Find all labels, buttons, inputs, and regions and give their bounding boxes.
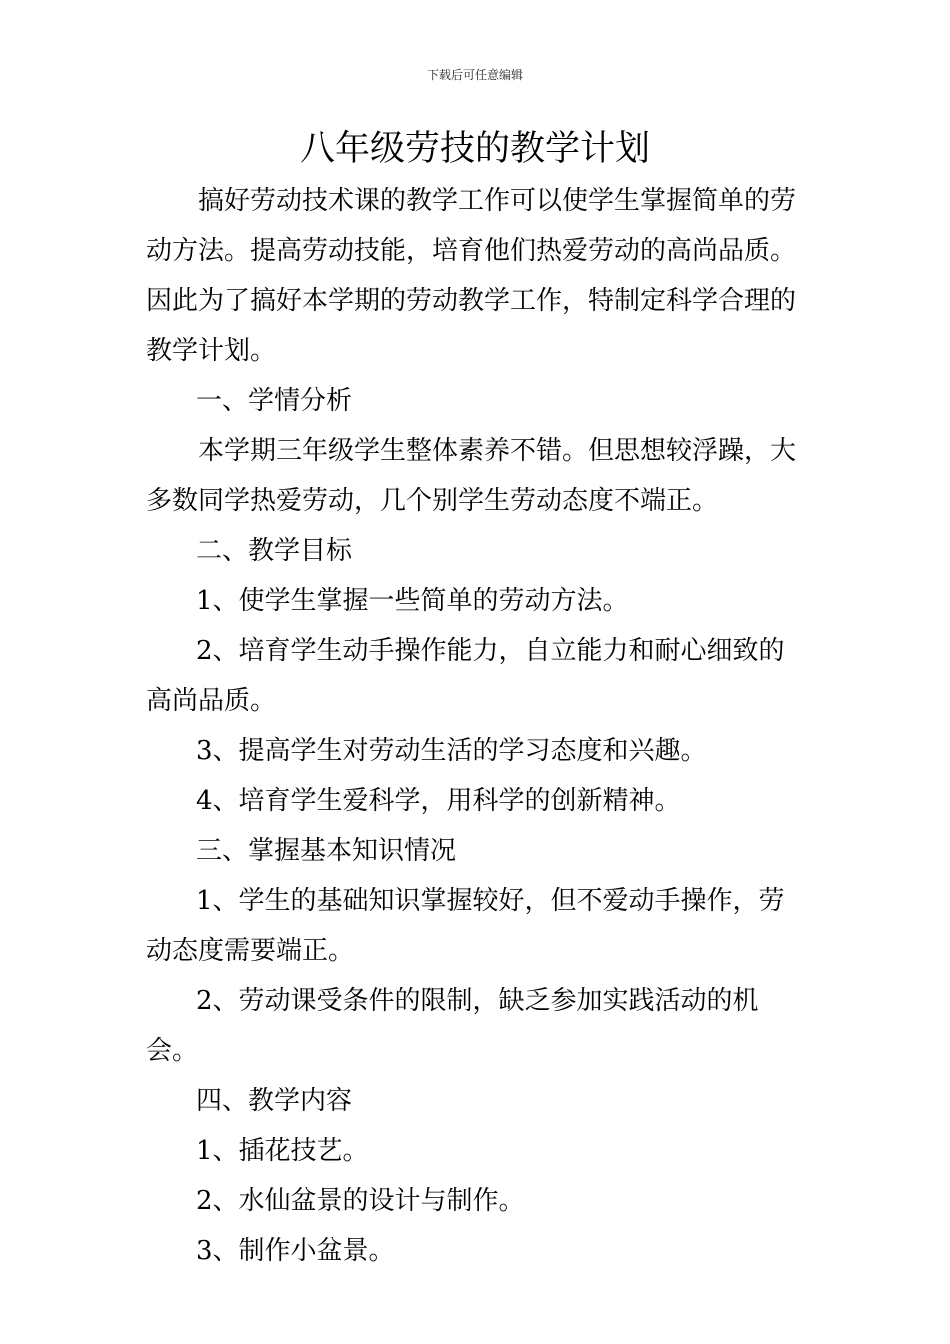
section-4-heading: 四、教学内容 [196, 1086, 353, 1116]
section-1-heading: 一、学情分析 [196, 386, 353, 416]
section-2-heading: 二、教学目标 [196, 536, 353, 566]
document-title: 八年级劳技的教学计划 [299, 129, 650, 169]
header-note: 下载后可任意编辑 [426, 68, 523, 82]
section-2-item: 3、提高学生对劳动生活的学习态度和兴趣。 [196, 736, 707, 766]
section-4-item: 3、制作小盆景。 [196, 1236, 395, 1266]
section-2-item: 1、使学生掌握一些简单的劳动方法。 [196, 586, 629, 616]
section-4-item: 1、插花技艺。 [196, 1136, 369, 1166]
section-2-item: 4、培育学生爱科学，用科学的创新精神。 [196, 786, 681, 816]
section-3-heading: 三、掌握基本知识情况 [196, 836, 457, 866]
document-body [146, 176, 806, 1276]
section-3-item: 1、学生的基础知识掌握较好，但不爱动手操作，劳动态度需要端正。 [146, 886, 785, 966]
intro-paragraph: 搞好劳动技术课的教学工作可以使学生掌握简单的劳动方法。提高劳动技能，培育他们热爱劳动的高尚品质。因此为了搞好本学期的劳动教学工作，特制定科学合理的教学计划。 [146, 186, 797, 366]
section-1-paragraph: 本学期三年级学生整体素养不错。但思想较浮躁，大多数同学热爱劳动，几个别学生劳动态度不端正。 [146, 436, 797, 516]
section-4-item: 2、水仙盆景的设计与制作。 [196, 1186, 525, 1216]
section-3-item: 2、劳动课受条件的限制，缺乏参加实践活动的机会。 [146, 986, 759, 1066]
section-2-item: 2、培育学生动手操作能力，自立能力和耐心细致的高尚品质。 [146, 636, 785, 716]
